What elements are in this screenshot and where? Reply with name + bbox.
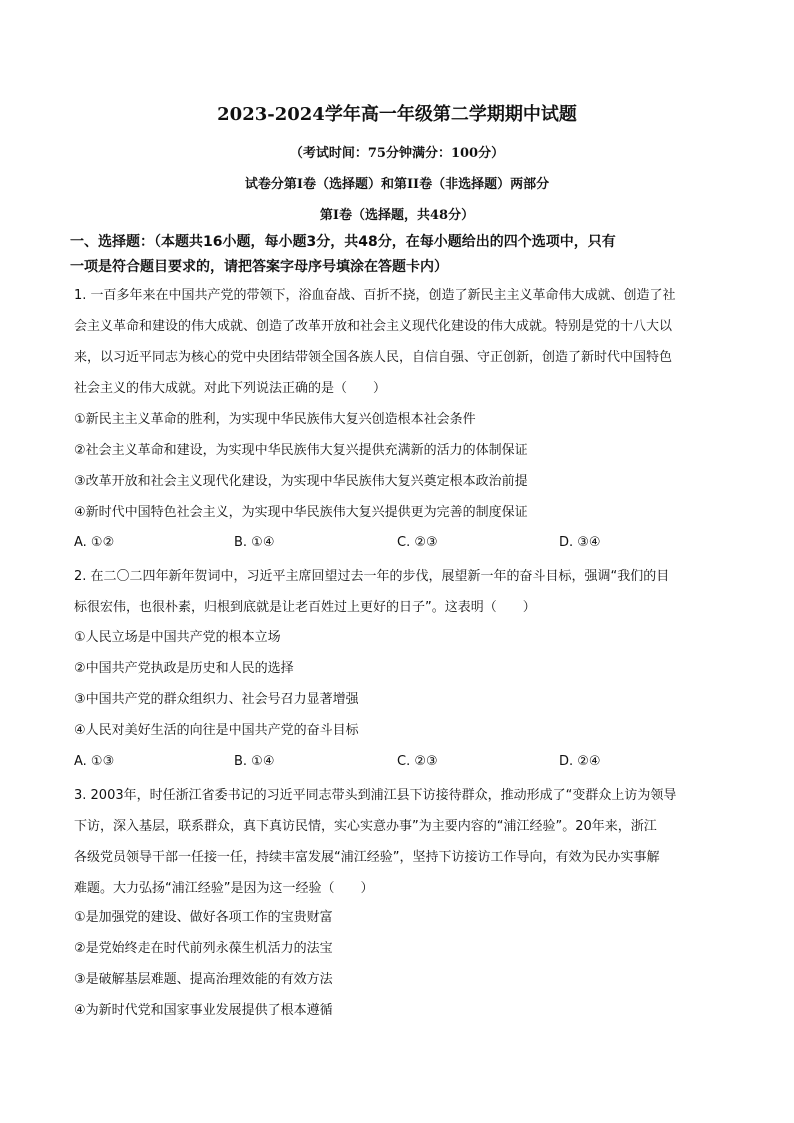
q2-choice-a[interactable]: A. ①③ xyxy=(74,754,115,769)
q1-choice-b[interactable]: B. ①④ xyxy=(234,535,275,550)
q2-item-2: ②中国共产党执政是历史和人民的选择 xyxy=(74,661,294,676)
paper-structure: 试卷分第Ⅰ卷（选择题）和第II卷（非选择题）两部分 xyxy=(244,177,550,192)
exam-title: 2023-2024学年高一年级第二学期期中试题 xyxy=(217,104,577,125)
q1-choice-d[interactable]: D. ③④ xyxy=(559,535,601,550)
question-1-stem xyxy=(74,280,734,404)
stem-line: 社会主义的伟大成就。对此下列说法正确的是（ ） xyxy=(74,381,387,396)
q1-item-2: ②社会主义革命和建设，为实现中华民族伟大复兴提供充满新的活力的体制保证 xyxy=(74,443,528,458)
q1-choice-c[interactable]: C. ②③ xyxy=(397,535,438,550)
stem-line: 下访，深入基层，联系群众，真下真访民情，实心实意办事”为主要内容的“浦江经验”。20年来，浙江 xyxy=(74,819,657,834)
section-instructions xyxy=(70,230,730,280)
q2-item-4: ④人民对美好生活的向往是中国共产党的奋斗目标 xyxy=(74,723,359,738)
q3-item-3: ③是破解基层难题、提高治理效能的有效方法 xyxy=(74,972,333,987)
q3-item-2: ②是党始终走在时代前列永葆生机活力的法宝 xyxy=(74,941,333,956)
stem-line: 1. 一百多年来在中国共产党的带领下，浴血奋战、百折不挠，创造了新民主主义革命伟大成就、创造了社 xyxy=(74,288,676,303)
q3-item-1: ①是加强党的建设、做好各项工作的宝贵财富 xyxy=(74,910,333,925)
q2-choice-c[interactable]: C. ②③ xyxy=(397,754,438,769)
question-3-stem xyxy=(74,780,734,904)
stem-line: 2. 在二〇二四年新年贺词中，习近平主席回望过去一年的步伐，展望新一年的奋斗目标，强调“我们的目 xyxy=(74,569,670,584)
exam-time: （考试时间：75分钟满分：100分） xyxy=(289,146,505,161)
q2-item-3: ③中国共产党的群众组织力、社会号召力显著增强 xyxy=(74,692,359,707)
q1-item-1: ①新民主主义革命的胜利，为实现中华民族伟大复兴创造根本社会条件 xyxy=(74,412,476,427)
instruction-line: 一项是符合题目要求的，请把答案字母序号填涂在答题卡内） xyxy=(70,259,448,275)
stem-line: 3. 2003年，时任浙江省委书记的习近平同志带头到浦江县下访接待群众，推动形成了“变群众上访为领导 xyxy=(74,788,677,803)
q2-choice-b[interactable]: B. ①④ xyxy=(234,754,275,769)
stem-line: 各级党员领导干部一任接一任，持续丰富发展“浦江经验”，坚持下访接访工作导向，有效为民办实事解 xyxy=(74,850,660,865)
stem-line: 来，以习近平同志为核心的党中央团结带领全国各族人民，自信自强、守正创新，创造了新时代中国特色 xyxy=(74,350,673,365)
stem-line: 会主义革命和建设的伟大成就、创造了改革开放和社会主义现代化建设的伟大成就。特别是党的十八大以 xyxy=(74,319,673,334)
stem-line: 难题。大力弘扬“浦江经验”是因为这一经验（ ） xyxy=(74,881,374,896)
q2-choice-d[interactable]: D. ②④ xyxy=(559,754,601,769)
instruction-line: 一、选择题：（本题共16小题，每小题3分，共48分，在每小题给出的四个选项中，只有 xyxy=(70,234,616,250)
question-2-stem xyxy=(74,561,734,623)
q1-item-4: ④新时代中国特色社会主义，为实现中华民族伟大复兴提供更为完善的制度保证 xyxy=(74,505,528,520)
q1-item-3: ③改革开放和社会主义现代化建设，为实现中华民族伟大复兴奠定根本政治前提 xyxy=(74,474,528,489)
q2-item-1: ①人民立场是中国共产党的根本立场 xyxy=(74,630,281,645)
q2-choices xyxy=(74,754,734,774)
q3-item-4: ④为新时代党和国家事业发展提供了根本遵循 xyxy=(74,1003,333,1018)
q1-choices xyxy=(74,535,734,555)
q1-choice-a[interactable]: A. ①② xyxy=(74,535,115,550)
part-one-heading: 第Ⅰ卷（选择题，共48分） xyxy=(319,208,475,223)
stem-line: 标很宏伟，也很朴素，归根到底就是让老百姓过上更好的日子”。这表明（ ） xyxy=(74,600,536,615)
